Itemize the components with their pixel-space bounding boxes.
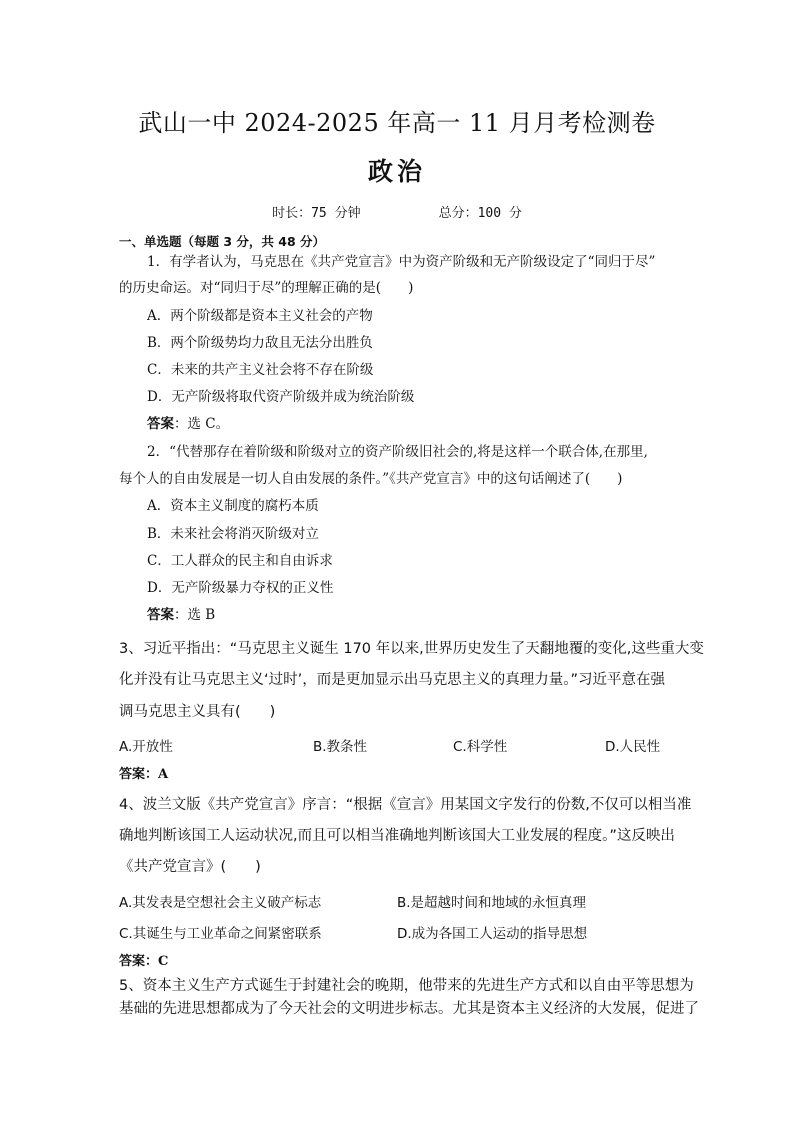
q5-stem-line2: 基础的先进思想都成为了今天社会的文明进步标志。尤其是资本主义经济的大发展，促进了 [119, 1001, 699, 1017]
q4-stem-line2: 确地判断该国工人运动状况,而且可以相当准确地判断该国大工业发展的程度。”这反映出 [119, 828, 675, 844]
q4-answer: 答案：C [119, 954, 169, 969]
total-score-text: 总分：100 分 [438, 206, 522, 221]
q4-option-b: B.是超越时间和地域的永恒真理 [397, 895, 587, 911]
q1-option-b: B．两个阶级势均力敌且无法分出胜负 [147, 335, 373, 351]
q1-option-c: C．未来的共产主义社会将不存在阶级 [147, 362, 374, 378]
q4-option-d: D.成为各国工人运动的指导思想 [397, 926, 588, 942]
q3-stem-line3: 调马克思主义具有( ) [119, 704, 276, 720]
q2-stem-line1: 2．“代替那存在着阶级和阶级对立的资产阶级旧社会的,将是这样一个联合体,在那里, [147, 444, 648, 460]
q2-option-b: B．未来社会将消灭阶级对立 [147, 526, 319, 542]
q3-answer: 答案：A [119, 767, 169, 782]
q1-answer-text: ：选 C。 [174, 416, 230, 432]
q3-option-c: C.科学性 [453, 739, 508, 755]
q1-option-d: D．无产阶级将取代资产阶级并成为统治阶级 [147, 389, 415, 405]
q2-answer-text: ：选 B [174, 607, 216, 623]
exam-meta [0, 202, 794, 221]
q5-stem-line1: 5、资本主义生产方式诞生于封建社会的晚期，他带来的先进生产方式和以自由平等思想为 [119, 978, 694, 994]
q2-option-d: D．无产阶级暴力夺权的正义性 [147, 580, 334, 596]
q1-answer-label: 答案 [147, 416, 174, 432]
q2-option-a: A．资本主义制度的腐朽本质 [147, 498, 319, 514]
q1-option-a: A．两个阶级都是资本主义社会的产物 [147, 308, 373, 324]
q4-option-c: C.其诞生与工业革命之间紧密联系 [119, 926, 322, 942]
q2-answer [147, 606, 215, 624]
q3-option-d: D.人民性 [605, 739, 661, 755]
q4-stem-line1: 4、波兰文版《共产党宣言》序言：“根据《宣言》用某国文字发行的份数,不仅可以相当准 [119, 797, 692, 813]
q2-stem-line2: 每个人的自由发展是一切人自由发展的条件。”《共产党宣言》中的这句话阐述了( ) [119, 471, 623, 487]
q4-stem-line3: 《共产党宣言》( ) [119, 859, 261, 875]
q2-option-c: C．工人群众的民主和自由诉求 [147, 553, 333, 569]
q3-stem-line1: 3、习近平指出：“马克思主义诞生 170 年以来,世界历史发生了天翻地覆的变化,这些重大变 [119, 641, 704, 657]
q1-stem-line2: 的历史命运。对“同归于尽”的理解正确的是( ) [119, 280, 414, 296]
subject-title: 政治 [367, 157, 426, 186]
exam-title: 武山一中 2024-2025 年高一 11 月月考检测卷 [138, 109, 656, 137]
q2-answer-label: 答案 [147, 607, 174, 623]
section-heading: 一、单选题（每题 3 分，共 48 分） [119, 234, 326, 249]
q3-stem-line2: 化并没有让马克思主义‘过时’，而是更加显示出马克思主义的真理力量。”习近平意在强 [119, 672, 665, 688]
q1-stem-line1: 1．有学者认为，马克思在《共产党宣言》中为资产阶级和无产阶级设定了“同归于尽” [147, 254, 656, 270]
q1-answer [147, 415, 229, 433]
q3-option-a: A.开放性 [119, 739, 173, 755]
q3-option-b: B.教条性 [313, 739, 368, 755]
q4-option-a: A.其发表是空想社会主义破产标志 [119, 895, 322, 911]
duration-text: 时长：75 分钟 [272, 206, 361, 221]
